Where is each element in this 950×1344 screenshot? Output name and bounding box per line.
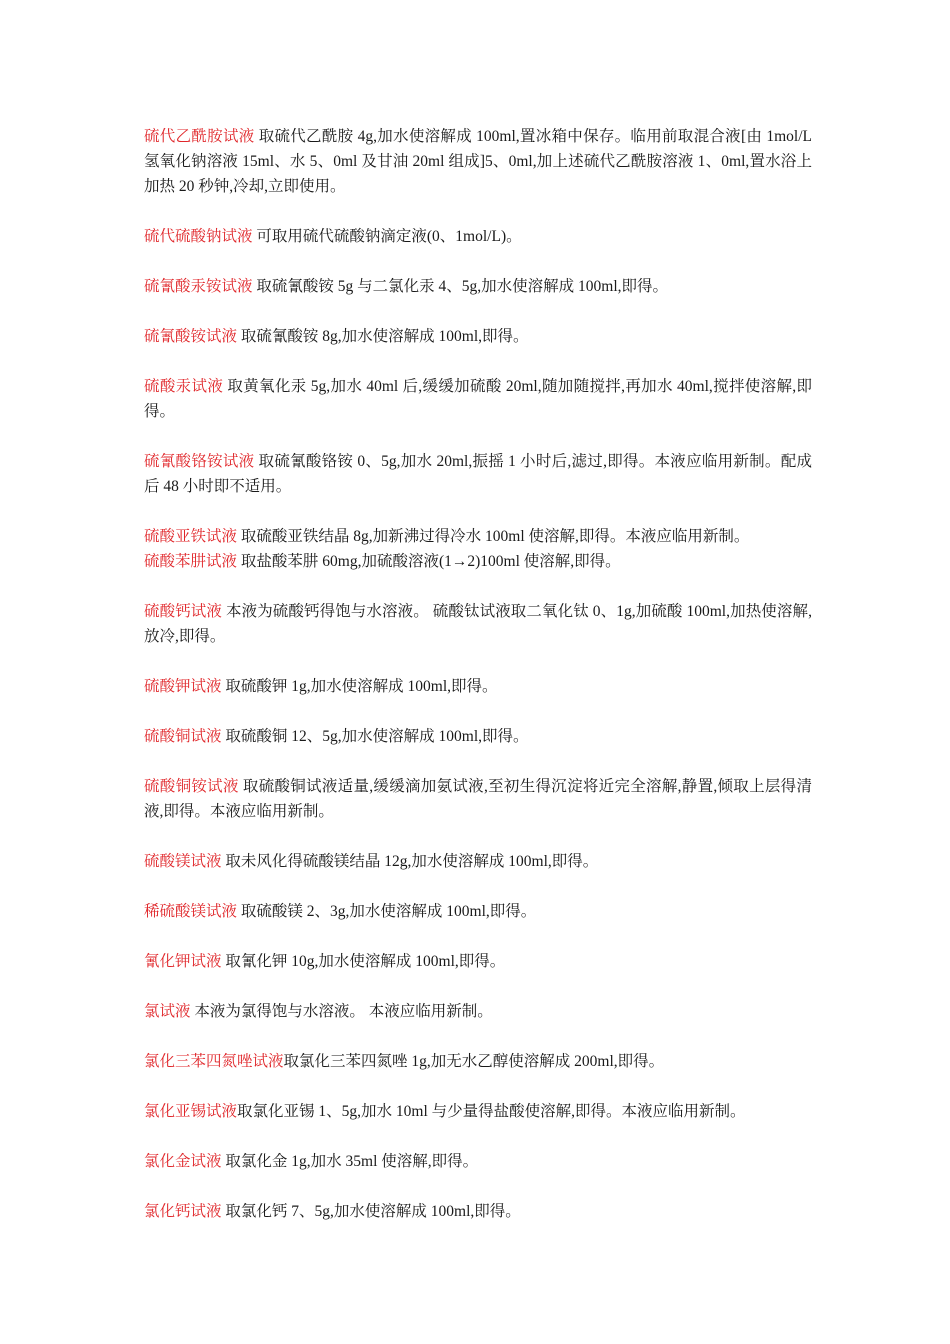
entry-triphenyltetrazolium-chloride bbox=[144, 1049, 812, 1074]
entry-term: 氯化金试液 bbox=[144, 1153, 222, 1170]
entry-term: 硫氰酸铬铵试液 bbox=[144, 453, 255, 470]
entry-ferrous-sulfate bbox=[144, 524, 812, 549]
entry-term: 硫酸钾试液 bbox=[144, 678, 222, 695]
entry-term: 硫酸铜试液 bbox=[144, 728, 222, 745]
entry-text: 本液为氯得饱与水溶液。 本液应临用新制。 bbox=[190, 1003, 493, 1020]
entry-text: 取硫氰酸铵 8g,加水使溶解成 100ml,即得。 bbox=[237, 328, 529, 345]
entry-text: 取硫酸亚铁结晶 8g,加新沸过得冷水 100ml 使溶解,即得。本液应临用新制。 bbox=[237, 528, 750, 545]
entry-term: 硫酸镁试液 bbox=[144, 853, 222, 870]
entry-dilute-magnesium-sulfate bbox=[144, 899, 812, 924]
entry-text: 取氯化亚锡 1、5g,加水 10ml 与少量得盐酸使溶解,即得。本液应临用新制。 bbox=[237, 1103, 746, 1120]
entry-term: 硫酸钙试液 bbox=[144, 603, 223, 620]
entry-term: 硫酸苯肼试液 bbox=[144, 553, 238, 570]
entry-term: 氯试液 bbox=[144, 1003, 191, 1020]
entry-potassium-sulfate bbox=[144, 674, 812, 699]
entry-term: 硫酸亚铁试液 bbox=[144, 528, 238, 545]
entry-text: 可取用硫代硫酸钠滴定液(0、1mol/L)。 bbox=[252, 228, 522, 245]
entry-term: 硫代乙酰胺试液 bbox=[144, 128, 255, 145]
entry-mercury-sulfate bbox=[144, 374, 812, 424]
entry-mercury-ammonium-thiocyanate bbox=[144, 274, 812, 299]
entry-term: 稀硫酸镁试液 bbox=[144, 903, 238, 920]
entry-stannous-chloride bbox=[144, 1099, 812, 1124]
entry-term: 氯化亚锡试液 bbox=[144, 1103, 238, 1120]
entry-text: 取硫酸镁 2、3g,加水使溶解成 100ml,即得。 bbox=[237, 903, 537, 920]
entry-thioacetamide bbox=[144, 124, 812, 199]
entry-term: 硫代硫酸钠试液 bbox=[144, 228, 253, 245]
entry-term: 硫酸汞试液 bbox=[144, 378, 224, 395]
entry-copper-sulfate bbox=[144, 724, 812, 749]
entry-gold-chloride bbox=[144, 1149, 812, 1174]
entry-text: 取硫代乙酰胺 4g,加水使溶解成 100ml,置冰箱中保存。临用前取混合液[由 1mol/L 氢氧化钠溶液 15ml、水 5、0ml 及甘油 20ml 组成]5、0ml,加上述硫代乙酰胺溶液 1、0ml,置水浴上加热 20 秒钟,冷却,立即使用。 bbox=[144, 128, 812, 195]
entry-text: 取硫氰酸铵 5g 与二氯化汞 4、5g,加水使溶解成 100ml,即得。 bbox=[252, 278, 669, 295]
entry-text: 取氯化钙 7、5g,加水使溶解成 100ml,即得。 bbox=[221, 1203, 521, 1220]
entry-text: 取硫酸铜 12、5g,加水使溶解成 100ml,即得。 bbox=[221, 728, 529, 745]
entry-chlorine bbox=[144, 999, 812, 1024]
entry-copper-ammonium-sulfate bbox=[144, 774, 812, 824]
entry-term: 氰化钾试液 bbox=[144, 953, 222, 970]
entry-text: 取硫氰酸铬铵 0、5g,加水 20ml,振摇 1 小时后,滤过,即得。本液应临用新制。配成后 48 小时即不适用。 bbox=[144, 453, 812, 495]
entry-text: 取氯化三苯四氮唑 1g,加无水乙醇使溶解成 200ml,即得。 bbox=[283, 1053, 665, 1070]
entry-ammonium-thiocyanate bbox=[144, 324, 812, 349]
entry-text: 本液为硫酸钙得饱与水溶液。 硫酸钛试液取二氧化钛 0、1g,加硫酸 100ml,加热使溶解,放冷,即得。 bbox=[144, 603, 812, 645]
document-body bbox=[144, 124, 812, 1249]
entry-term: 硫氰酸铵试液 bbox=[144, 328, 238, 345]
entry-text: 取氯化金 1g,加水 35ml 使溶解,即得。 bbox=[221, 1153, 479, 1170]
entry-magnesium-sulfate bbox=[144, 849, 812, 874]
entry-term: 氯化三苯四氮唑试液 bbox=[144, 1053, 284, 1070]
entry-term: 硫氰酸汞铵试液 bbox=[144, 278, 253, 295]
entry-chromium-ammonium-thiocyanate bbox=[144, 449, 812, 499]
entry-term: 硫酸铜铵试液 bbox=[144, 778, 239, 795]
entry-calcium-sulfate bbox=[144, 599, 812, 649]
entry-text: 取硫酸铜试液适量,缓缓滴加氨试液,至初生得沉淀将近完全溶解,静置,倾取上层得清液,即得。本液应临用新制。 bbox=[144, 778, 812, 820]
entry-text: 取黄氧化汞 5g,加水 40ml 后,缓缓加硫酸 20ml,随加随搅拌,再加水 40ml,搅拌使溶解,即得。 bbox=[144, 378, 812, 420]
entry-text: 取盐酸苯肼 60mg,加硫酸溶液(1→2)100ml 使溶解,即得。 bbox=[237, 553, 621, 570]
entry-term: 氯化钙试液 bbox=[144, 1203, 222, 1220]
entry-sodium-thiosulfate bbox=[144, 224, 812, 249]
entry-text: 取氰化钾 10g,加水使溶解成 100ml,即得。 bbox=[221, 953, 506, 970]
entry-potassium-cyanide bbox=[144, 949, 812, 974]
entry-text: 取硫酸钾 1g,加水使溶解成 100ml,即得。 bbox=[221, 678, 498, 695]
entry-text: 取未风化得硫酸镁结晶 12g,加水使溶解成 100ml,即得。 bbox=[221, 853, 599, 870]
entry-calcium-chloride bbox=[144, 1199, 812, 1224]
entry-phenylhydrazine-sulfate bbox=[144, 549, 812, 574]
